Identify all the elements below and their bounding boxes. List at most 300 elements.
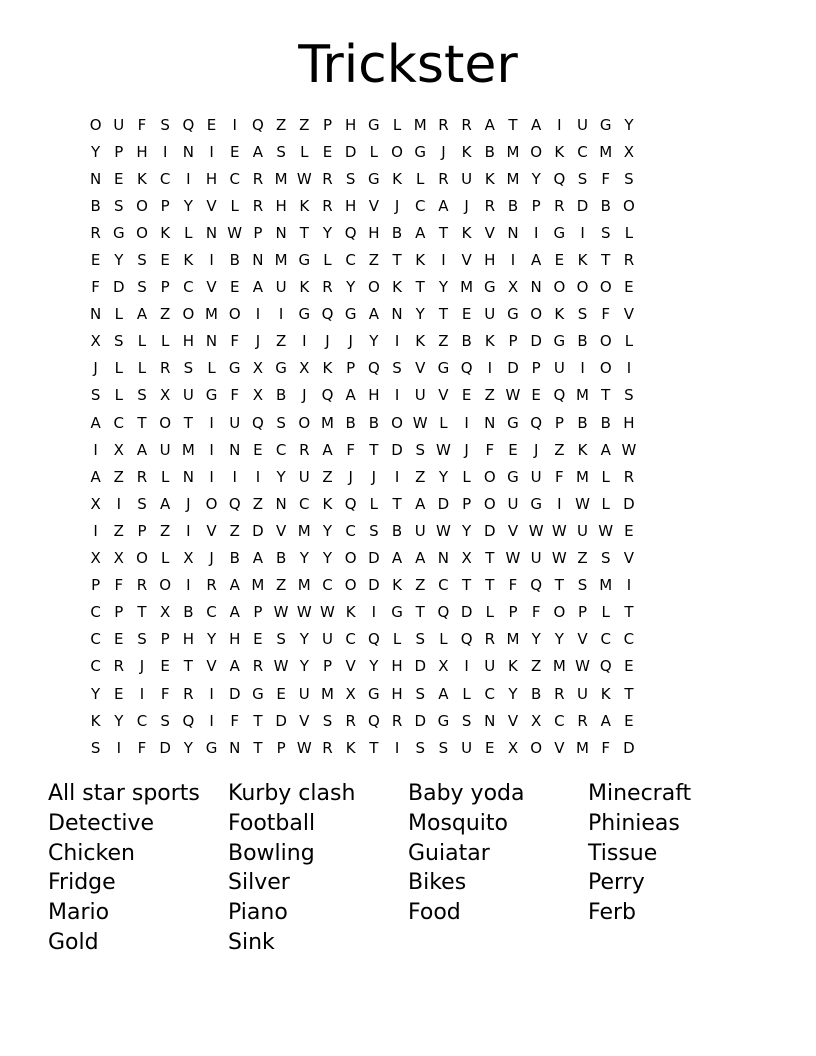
grid-letter[interactable]: O (576, 278, 589, 297)
grid-letter[interactable]: V (507, 711, 519, 730)
grid-letter[interactable]: Y (369, 332, 379, 351)
grid-letter[interactable]: W (435, 521, 451, 540)
grid-letter[interactable]: P (160, 630, 170, 649)
grid-letter[interactable]: E (624, 711, 634, 730)
grid-letter[interactable]: C (554, 711, 565, 730)
grid-letter[interactable]: M (506, 630, 520, 649)
grid-letter[interactable]: R (136, 467, 148, 486)
grid-letter[interactable]: B (229, 549, 240, 568)
grid-letter[interactable]: N (275, 494, 287, 513)
grid-letter[interactable]: U (461, 169, 473, 188)
grid-letter[interactable]: C (90, 603, 101, 622)
grid-letter[interactable]: X (461, 549, 472, 568)
grid-letter[interactable]: G (414, 142, 427, 161)
grid-letter[interactable]: I (533, 223, 539, 242)
grid-letter[interactable]: T (438, 305, 448, 324)
grid-letter[interactable]: L (601, 494, 610, 513)
grid-letter[interactable]: I (371, 603, 377, 622)
grid-letter[interactable]: J (93, 359, 98, 378)
grid-letter[interactable]: C (345, 251, 356, 270)
grid-letter[interactable]: T (508, 115, 518, 134)
grid-letter[interactable]: S (392, 359, 402, 378)
grid-letter[interactable]: K (345, 603, 356, 622)
grid-letter[interactable]: Z (554, 440, 565, 459)
grid-letter[interactable]: S (276, 142, 286, 161)
grid-letter[interactable]: O (599, 278, 612, 297)
grid-letter[interactable]: G (298, 305, 311, 324)
grid-letter[interactable]: G (391, 603, 403, 622)
grid-letter[interactable]: V (577, 630, 588, 649)
grid-letter[interactable]: V (507, 521, 519, 540)
grid-letter[interactable]: N (391, 305, 403, 324)
grid-letter[interactable]: U (507, 494, 519, 513)
grid-letter[interactable]: J (302, 386, 307, 405)
grid-letter[interactable]: G (530, 494, 542, 513)
grid-letter[interactable]: E (624, 278, 634, 297)
grid-letter[interactable]: M (599, 576, 613, 595)
grid-letter[interactable]: X (299, 359, 310, 378)
grid-letter[interactable]: K (484, 332, 495, 351)
grid-letter[interactable]: E (114, 169, 124, 188)
grid-letter[interactable]: L (601, 603, 610, 622)
grid-letter[interactable]: T (183, 413, 193, 432)
grid-letter[interactable]: B (600, 413, 611, 432)
grid-letter[interactable]: D (437, 494, 450, 513)
grid-letter[interactable]: S (415, 440, 425, 459)
grid-letter[interactable]: H (391, 684, 403, 703)
grid-letter[interactable]: D (159, 738, 171, 757)
grid-letter[interactable]: T (485, 576, 495, 595)
grid-letter[interactable]: P (137, 521, 147, 540)
grid-letter[interactable]: R (252, 657, 264, 676)
grid-letter[interactable]: O (159, 413, 172, 432)
grid-letter[interactable]: I (209, 440, 214, 459)
grid-letter[interactable]: G (553, 332, 566, 351)
grid-letter[interactable]: G (368, 115, 380, 134)
grid-letter[interactable]: S (276, 630, 286, 649)
grid-letter[interactable]: U (553, 359, 565, 378)
grid-letter[interactable]: O (367, 278, 380, 297)
grid-letter[interactable]: Z (531, 657, 542, 676)
grid-letter[interactable]: X (507, 278, 519, 297)
grid-letter[interactable]: Y (276, 467, 286, 486)
grid-letter[interactable]: R (322, 278, 333, 297)
grid-letter[interactable]: M (320, 413, 334, 432)
grid-letter[interactable]: E (114, 684, 124, 703)
grid-letter[interactable]: C (90, 657, 101, 676)
grid-letter[interactable]: L (392, 115, 402, 134)
grid-letter[interactable]: P (160, 196, 170, 215)
grid-letter[interactable]: I (255, 467, 261, 486)
grid-letter[interactable]: T (137, 413, 147, 432)
grid-letter[interactable]: Y (206, 630, 217, 649)
grid-letter[interactable]: Z (113, 467, 124, 486)
grid-letter[interactable]: E (624, 657, 634, 676)
grid-letter[interactable]: H (368, 223, 380, 242)
grid-letter[interactable]: H (229, 630, 241, 649)
grid-letter[interactable]: K (415, 251, 426, 270)
grid-letter[interactable]: L (184, 223, 193, 242)
grid-letter[interactable]: F (508, 576, 518, 595)
grid-letter[interactable]: F (601, 738, 611, 757)
grid-letter[interactable]: L (323, 251, 332, 270)
grid-letter[interactable]: R (322, 196, 333, 215)
grid-letter[interactable]: R (159, 359, 171, 378)
grid-letter[interactable]: P (91, 576, 101, 595)
grid-letter[interactable]: Y (299, 549, 309, 568)
grid-letter[interactable]: I (464, 657, 469, 676)
grid-letter[interactable]: G (344, 305, 357, 324)
grid-letter[interactable]: C (345, 521, 356, 540)
grid-letter[interactable]: G (507, 467, 519, 486)
grid-letter[interactable]: Y (299, 630, 309, 649)
grid-letter[interactable]: U (229, 413, 241, 432)
grid-letter[interactable]: T (438, 223, 448, 242)
grid-letter[interactable]: Y (114, 251, 124, 270)
grid-letter[interactable]: Z (275, 332, 287, 351)
grid-letter[interactable]: I (186, 576, 191, 595)
grid-letter[interactable]: G (507, 305, 519, 324)
grid-letter[interactable]: X (252, 359, 264, 378)
grid-letter[interactable]: B (461, 332, 472, 351)
grid-letter[interactable]: N (205, 223, 218, 242)
grid-letter[interactable]: O (344, 549, 357, 568)
grid-letter[interactable]: A (600, 711, 611, 730)
grid-letter[interactable]: H (182, 332, 194, 351)
grid-letter[interactable]: C (90, 630, 101, 649)
grid-letter[interactable]: E (229, 142, 240, 161)
grid-letter[interactable]: A (438, 196, 449, 215)
grid-letter[interactable]: Q (460, 359, 473, 378)
grid-letter[interactable]: L (392, 630, 402, 649)
grid-letter[interactable]: I (232, 467, 237, 486)
grid-letter[interactable]: J (209, 549, 214, 568)
grid-letter[interactable]: I (441, 251, 446, 270)
grid-letter[interactable]: N (205, 332, 218, 351)
grid-letter[interactable]: G (553, 223, 566, 242)
grid-letter[interactable]: T (601, 386, 611, 405)
grid-letter[interactable]: I (209, 413, 214, 432)
grid-letter[interactable]: X (438, 657, 449, 676)
grid-letter[interactable]: O (391, 413, 403, 432)
grid-letter[interactable]: L (439, 413, 448, 432)
grid-letter[interactable]: P (276, 738, 286, 757)
grid-letter[interactable]: U (159, 440, 171, 459)
grid-letter[interactable]: E (531, 386, 541, 405)
grid-letter[interactable]: S (160, 711, 170, 730)
grid-letter[interactable]: J (348, 467, 353, 486)
grid-letter[interactable]: D (414, 711, 426, 730)
grid-letter[interactable]: B (531, 684, 542, 703)
grid-letter[interactable]: B (577, 413, 588, 432)
grid-letter[interactable]: N (229, 738, 241, 757)
grid-letter[interactable]: P (322, 657, 332, 676)
grid-letter[interactable]: Z (368, 251, 379, 270)
grid-letter[interactable]: K (508, 657, 518, 676)
grid-letter[interactable]: F (91, 278, 100, 297)
grid-letter[interactable]: N (484, 711, 496, 730)
grid-letter[interactable]: E (624, 521, 634, 540)
grid-letter[interactable]: W (227, 223, 243, 242)
grid-letter[interactable]: U (484, 305, 496, 324)
grid-letter[interactable]: R (90, 223, 101, 242)
grid-letter[interactable]: O (298, 413, 311, 432)
grid-letter[interactable]: Y (91, 142, 101, 161)
grid-letter[interactable]: E (508, 440, 518, 459)
grid-letter[interactable]: A (90, 467, 101, 486)
grid-letter[interactable]: L (114, 386, 123, 405)
grid-letter[interactable]: B (183, 603, 194, 622)
grid-letter[interactable]: I (186, 169, 191, 188)
grid-letter[interactable]: L (114, 305, 123, 324)
grid-letter[interactable]: K (322, 494, 333, 513)
grid-letter[interactable]: V (623, 305, 635, 324)
grid-letter[interactable]: M (297, 521, 311, 540)
grid-letter[interactable]: A (90, 413, 101, 432)
grid-letter[interactable]: K (554, 305, 565, 324)
grid-letter[interactable]: A (160, 494, 171, 513)
grid-letter[interactable]: R (322, 169, 333, 188)
grid-letter[interactable]: P (253, 603, 263, 622)
grid-letter[interactable]: I (557, 115, 562, 134)
grid-letter[interactable]: Z (229, 521, 240, 540)
grid-letter[interactable]: Q (367, 359, 380, 378)
grid-letter[interactable]: S (137, 386, 147, 405)
grid-letter[interactable]: G (599, 115, 612, 134)
grid-letter[interactable]: V (206, 278, 217, 297)
grid-letter[interactable]: E (554, 251, 565, 270)
grid-letter[interactable]: D (623, 738, 635, 757)
grid-letter[interactable]: Y (508, 684, 518, 703)
grid-letter[interactable]: J (325, 332, 330, 351)
grid-letter[interactable]: I (209, 142, 214, 161)
grid-letter[interactable]: N (484, 413, 496, 432)
grid-letter[interactable]: Y (322, 521, 333, 540)
grid-letter[interactable]: L (160, 467, 170, 486)
grid-letter[interactable]: G (275, 359, 287, 378)
grid-letter[interactable]: Z (299, 115, 310, 134)
grid-letter[interactable]: W (273, 657, 289, 676)
grid-letter[interactable]: M (552, 657, 566, 676)
grid-letter[interactable]: X (507, 738, 519, 757)
grid-letter[interactable]: G (507, 413, 519, 432)
grid-letter[interactable]: C (183, 278, 194, 297)
grid-letter[interactable]: Q (252, 115, 264, 134)
grid-letter[interactable]: V (275, 521, 287, 540)
grid-letter[interactable]: T (253, 738, 263, 757)
grid-letter[interactable]: I (209, 467, 214, 486)
grid-letter[interactable]: U (577, 521, 589, 540)
grid-letter[interactable]: O (623, 196, 635, 215)
grid-letter[interactable]: U (298, 684, 310, 703)
grid-letter[interactable]: A (229, 657, 240, 676)
grid-letter[interactable]: E (90, 251, 101, 270)
grid-letter[interactable]: N (229, 440, 241, 459)
grid-letter[interactable]: F (601, 305, 611, 324)
grid-letter[interactable]: G (483, 278, 496, 297)
grid-letter[interactable]: S (160, 115, 170, 134)
grid-letter[interactable]: L (160, 549, 170, 568)
grid-letter[interactable]: T (253, 711, 263, 730)
grid-letter[interactable]: O (344, 576, 357, 595)
grid-letter[interactable]: L (624, 332, 634, 351)
grid-letter[interactable]: A (531, 115, 542, 134)
grid-letter[interactable]: I (93, 521, 98, 540)
grid-letter[interactable]: I (510, 251, 516, 270)
grid-letter[interactable]: D (576, 196, 589, 215)
grid-letter[interactable]: S (600, 223, 611, 242)
grid-letter[interactable]: Z (113, 521, 124, 540)
grid-letter[interactable]: R (206, 576, 217, 595)
grid-letter[interactable]: Q (530, 576, 543, 595)
grid-letter[interactable]: S (114, 332, 124, 351)
grid-letter[interactable]: J (464, 196, 469, 215)
grid-letter[interactable]: H (205, 169, 218, 188)
grid-letter[interactable]: J (139, 657, 145, 676)
grid-letter[interactable]: R (136, 576, 148, 595)
grid-letter[interactable]: K (484, 169, 495, 188)
grid-letter[interactable]: A (229, 576, 240, 595)
grid-letter[interactable]: T (369, 440, 379, 459)
grid-letter[interactable]: I (557, 494, 562, 513)
grid-letter[interactable]: U (577, 115, 589, 134)
grid-letter[interactable]: I (464, 413, 469, 432)
grid-letter[interactable]: A (415, 223, 426, 242)
grid-letter[interactable]: W (575, 657, 590, 676)
grid-letter[interactable]: M (460, 278, 474, 297)
grid-letter[interactable]: Y (369, 657, 379, 676)
grid-letter[interactable]: Y (531, 169, 541, 188)
grid-letter[interactable]: L (207, 359, 216, 378)
grid-letter[interactable]: K (577, 440, 588, 459)
grid-letter[interactable]: I (626, 576, 632, 595)
grid-letter[interactable]: Y (91, 684, 101, 703)
grid-letter[interactable]: U (530, 467, 542, 486)
grid-letter[interactable]: D (530, 332, 542, 351)
grid-letter[interactable]: T (554, 576, 564, 595)
grid-letter[interactable]: D (623, 494, 635, 513)
grid-letter[interactable]: A (345, 386, 356, 405)
grid-letter[interactable]: A (391, 549, 403, 568)
grid-letter[interactable]: U (113, 115, 125, 134)
grid-letter[interactable]: F (230, 332, 240, 351)
grid-letter[interactable]: I (116, 738, 121, 757)
grid-letter[interactable]: W (296, 169, 312, 188)
grid-letter[interactable]: A (229, 603, 240, 622)
grid-letter[interactable]: B (484, 142, 495, 161)
grid-letter[interactable]: Z (577, 549, 588, 568)
grid-letter[interactable]: P (554, 413, 564, 432)
grid-letter[interactable]: O (553, 278, 566, 297)
grid-letter[interactable]: E (461, 386, 472, 405)
grid-letter[interactable]: L (160, 332, 170, 351)
grid-letter[interactable]: G (368, 684, 380, 703)
grid-letter[interactable]: K (160, 223, 171, 242)
grid-letter[interactable]: Y (322, 549, 333, 568)
grid-letter[interactable]: O (182, 305, 195, 324)
grid-letter[interactable]: M (506, 142, 520, 161)
grid-letter[interactable]: B (391, 521, 403, 540)
grid-letter[interactable]: A (252, 142, 264, 161)
grid-letter[interactable]: R (183, 684, 194, 703)
grid-letter[interactable]: A (322, 440, 333, 459)
grid-letter[interactable]: G (252, 684, 264, 703)
grid-letter[interactable]: K (554, 142, 565, 161)
grid-letter[interactable]: T (624, 603, 634, 622)
grid-letter[interactable]: M (274, 169, 288, 188)
grid-letter[interactable]: H (345, 196, 357, 215)
grid-letter[interactable]: F (346, 440, 355, 459)
grid-letter[interactable]: T (183, 657, 193, 676)
grid-letter[interactable]: P (253, 223, 263, 242)
grid-letter[interactable]: R (554, 196, 565, 215)
grid-letter[interactable]: U (461, 738, 473, 757)
grid-letter[interactable]: Q (344, 494, 357, 513)
grid-letter[interactable]: Q (530, 413, 543, 432)
grid-letter[interactable]: Q (553, 386, 566, 405)
grid-letter[interactable]: Y (299, 657, 309, 676)
grid-letter[interactable]: M (506, 169, 520, 188)
grid-letter[interactable]: R (623, 251, 635, 270)
grid-letter[interactable]: K (183, 251, 194, 270)
grid-letter[interactable]: S (90, 738, 101, 757)
grid-letter[interactable]: S (577, 169, 588, 188)
grid-letter[interactable]: T (485, 549, 495, 568)
grid-letter[interactable]: T (299, 223, 309, 242)
grid-letter[interactable]: B (275, 386, 287, 405)
grid-letter[interactable]: Q (599, 657, 612, 676)
grid-letter[interactable]: L (624, 223, 634, 242)
grid-letter[interactable]: M (413, 115, 427, 134)
grid-letter[interactable]: S (624, 169, 634, 188)
grid-letter[interactable]: X (113, 549, 124, 568)
grid-letter[interactable]: X (160, 603, 171, 622)
grid-letter[interactable]: P (462, 494, 472, 513)
grid-letter[interactable]: K (137, 169, 147, 188)
grid-letter[interactable]: W (505, 386, 521, 405)
grid-letter[interactable]: R (391, 711, 403, 730)
grid-letter[interactable]: Z (275, 576, 287, 595)
grid-letter[interactable]: C (136, 711, 148, 730)
grid-letter[interactable]: P (322, 115, 332, 134)
grid-letter[interactable]: D (507, 359, 519, 378)
grid-letter[interactable]: T (415, 278, 425, 297)
grid-letter[interactable]: V (438, 386, 449, 405)
grid-letter[interactable]: Z (160, 305, 171, 324)
grid-letter[interactable]: O (228, 305, 241, 324)
grid-letter[interactable]: C (600, 630, 611, 649)
grid-letter[interactable]: M (576, 467, 589, 486)
grid-letter[interactable]: H (484, 251, 496, 270)
grid-letter[interactable]: R (113, 657, 124, 676)
grid-letter[interactable]: Z (438, 332, 449, 351)
grid-letter[interactable]: Y (624, 115, 634, 134)
grid-letter[interactable]: M (320, 684, 334, 703)
grid-letter[interactable]: W (296, 738, 312, 757)
grid-letter[interactable]: S (438, 738, 449, 757)
grid-letter[interactable]: O (530, 142, 543, 161)
grid-letter[interactable]: L (114, 359, 123, 378)
grid-letter[interactable]: I (580, 359, 585, 378)
grid-letter[interactable]: O (391, 142, 403, 161)
grid-letter[interactable]: T (137, 603, 147, 622)
grid-letter[interactable]: K (461, 142, 472, 161)
grid-letter[interactable]: I (209, 711, 214, 730)
grid-letter[interactable]: E (229, 278, 240, 297)
grid-letter[interactable]: F (230, 386, 240, 405)
grid-letter[interactable]: S (137, 630, 147, 649)
grid-letter[interactable]: I (186, 521, 191, 540)
